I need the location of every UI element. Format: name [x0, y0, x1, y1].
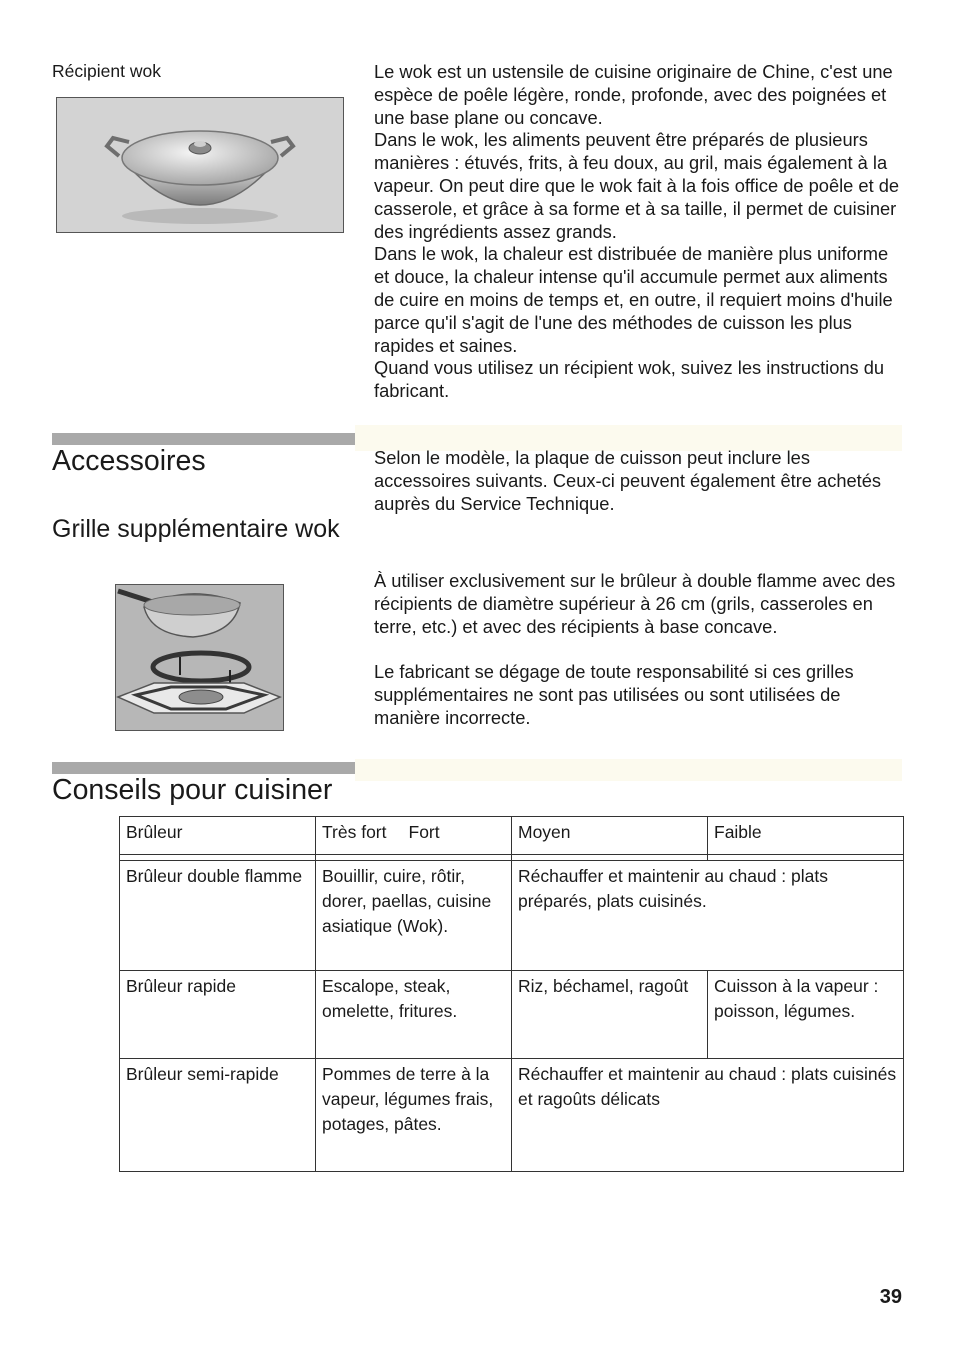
table-row: [120, 861, 904, 971]
section-band: [355, 759, 902, 781]
wok-paragraph: Dans le wok, la chaleur est distribuée de manière plus uniforme et douce, la chaleur intense qu'il accumule permet aux aliments de cuire en moins de temps et, en outre, il requiert moins d'huile parce qu'il s'agit de l'une des méthodes de cuisson les plus rapides et saines.: [374, 243, 893, 356]
section-divider: [52, 762, 355, 774]
wok-paragraph: Le wok est un ustensile de cuisine originaire de Chine, c'est une espèce de poêle légère, ronde, profonde, avec des poignées et une base plane ou concave.: [374, 61, 893, 128]
burner-name: Brûleur semi-rapide: [120, 1059, 316, 1172]
header-very-strong: Très fort: [322, 822, 387, 842]
medium-low-uses: Réchauffer et maintenir au chaud : plats préparés, plats cuisinés.: [512, 861, 904, 971]
table-row: [120, 971, 904, 1059]
wok-paragraph: Dans le wok, les aliments peuvent être préparés de plusieurs manières : étuvés, frits, à feu doux, au gril, mais également à la vapeur. On peut dire que le wok fait à la fois office de poêle et de casserole, et grâce à sa forme et à sa taille, il permet de cuisiner des ingrédients assez grands.: [374, 129, 900, 242]
header-burner: Brûleur: [120, 817, 316, 855]
wok-grate-paragraph: Le fabricant se dégage de toute responsabilité si ces grilles supplémentaires ne sont pas utilisées ou sont utilisées de manière incorrecte.: [374, 661, 854, 728]
medium-low-uses: Réchauffer et maintenir au chaud : plats cuisinés et ragoûts délicats: [512, 1059, 904, 1172]
wok-caption: Récipient wok: [52, 61, 161, 81]
header-strong: Fort: [408, 822, 440, 842]
page-number: 39: [879, 1286, 902, 1308]
header-low: Faible: [708, 817, 904, 855]
medium-uses: Riz, béchamel, ragoût: [512, 971, 708, 1059]
wok-paragraph: Quand vous utilisez un récipient wok, suivez les instructions du fabricant.: [374, 357, 885, 402]
wok-grate-image: [115, 584, 284, 731]
burner-table: [119, 816, 904, 1172]
strong-uses: Bouillir, cuire, rôtir, dorer, paellas, cuisine asiatique (Wok).: [316, 861, 512, 971]
burner-name: Brûleur rapide: [120, 971, 316, 1059]
cooking-tips-heading: Conseils pour cuisiner: [52, 774, 333, 806]
accessories-heading: Accessoires: [52, 445, 206, 477]
strong-uses: Escalope, steak, omelette, fritures.: [316, 971, 512, 1059]
wok-grate-heading: Grille supplémentaire wok: [52, 515, 340, 543]
header-intensity-high: [316, 817, 512, 855]
burner-name: Brûleur double flamme: [120, 861, 316, 971]
low-uses: Cuisson à la vapeur : poisson, légumes.: [708, 971, 904, 1059]
table-row: [120, 1059, 904, 1172]
strong-uses: Pommes de terre à la vapeur, légumes frais, potages, pâtes.: [316, 1059, 512, 1172]
wok-grate-paragraph: À utiliser exclusivement sur le brûleur à double flamme avec des récipients de diamètre supérieur à 26 cm (grils, casseroles en terre, etc.) et avec des récipients à base concave.: [374, 570, 896, 637]
wok-grate-description: [374, 570, 904, 730]
header-medium: Moyen: [512, 817, 708, 855]
table-header-row: [120, 817, 904, 855]
wok-grate-illustration: [116, 585, 283, 730]
wok-image: [56, 97, 344, 233]
accessories-intro: Selon le modèle, la plaque de cuisson peut inclure les accessoires suivants. Ceux-ci peuvent également être achetés auprès du Service Technique.: [374, 447, 882, 514]
wok-description: [374, 61, 904, 403]
section-divider: [52, 433, 355, 445]
wok-illustration: [57, 98, 343, 232]
